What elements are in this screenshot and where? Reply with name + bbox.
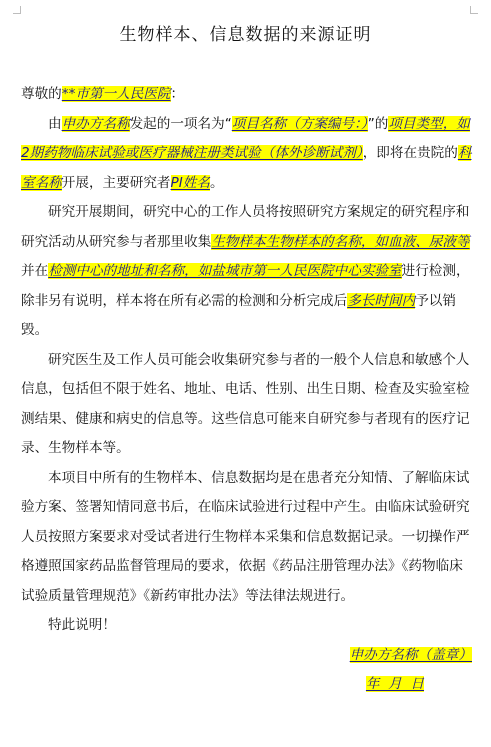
p2-text-4: 予以销毁。: [21, 292, 456, 338]
closing-remark: 特此说明！: [48, 617, 116, 633]
document-body: [21, 80, 472, 700]
p2-text-1: 研究开展期间，研究中心的工作人员将按照研究方案规定的研究程序和研究活动从研究参与者那里收集: [21, 204, 470, 250]
sponsor-placeholder: 申办方名称: [61, 115, 130, 132]
p1-text-2: 发起的一项名为“: [129, 115, 232, 132]
page-corner-mark-left: [13, 6, 21, 14]
pi-name-placeholder: PI姓名: [170, 174, 210, 191]
date-block: [21, 670, 472, 700]
p1-text-5: 开展，主要研究者: [61, 174, 171, 191]
paragraph-3: 研究医生及工作人员可能会收集研究参与者的一般个人信息和敏感个人信息，包括但不限于姓名、地址、电话、性别、出生日期、检查及实验室检测结果、健康和病史的信息等。这些信息可能来自研究参与者现有的医疗记录、生物样本等。: [21, 351, 470, 456]
salutation-prefix: 尊敬的: [21, 86, 62, 102]
hospital-placeholder: **市第一人民医院: [61, 86, 171, 102]
salutation: [21, 80, 472, 110]
project-type-placeholder: 项目类型，如2期药物临床试验或医疗器械注册类试验（体外诊断试剂）: [21, 115, 470, 161]
page-corner-mark-right: [470, 6, 478, 14]
p2-text-2: 并在: [21, 263, 49, 279]
paragraph-2: [21, 198, 472, 346]
p1-text-3: ”的: [367, 115, 389, 132]
signature-placeholder: 申办方名称（盖章）: [349, 646, 472, 663]
department-placeholder: 科室名称: [21, 145, 472, 191]
lab-placeholder: 检测中心的地址和名称，如盐城市第一人民医院中心实验室: [48, 263, 402, 279]
salutation-suffix: ：: [170, 86, 185, 102]
document-title: 生物样本、信息数据的来源证明: [119, 25, 372, 45]
sample-placeholder: 生物样本生物样本的名称，如血液、尿液等: [211, 233, 470, 250]
p1-text-1: 由: [48, 115, 62, 132]
project-name-placeholder: 项目名称（方案编号：）: [231, 115, 368, 132]
p1-text-4: ，即将在贵院的: [362, 145, 458, 161]
p1-text-6: 。: [209, 174, 224, 191]
p2-text-3: 进行检测，除非另有说明，样本将在所有必需的检测和分析完成后: [21, 263, 470, 309]
duration-placeholder: 多长时间内: [347, 292, 416, 309]
signature-block: [21, 641, 472, 671]
date-placeholder: 年 月 日: [365, 676, 424, 692]
paragraph-1: [21, 110, 472, 199]
paragraph-4: 本项目中所有的生物样本、信息数据均是在患者充分知情、了解临床试验方案、签署知情同意书后，在临床试验进行过程中产生。由临床试验研究人员按照方案要求对受试者进行生物样本采集和信息数据记录。一切操作严格遵照国家药品监督管理局的要求，依据《药品注册管理办法》《药物临床试验质量管理规范》《新药审批办法》等法律法规进行。: [21, 469, 470, 604]
